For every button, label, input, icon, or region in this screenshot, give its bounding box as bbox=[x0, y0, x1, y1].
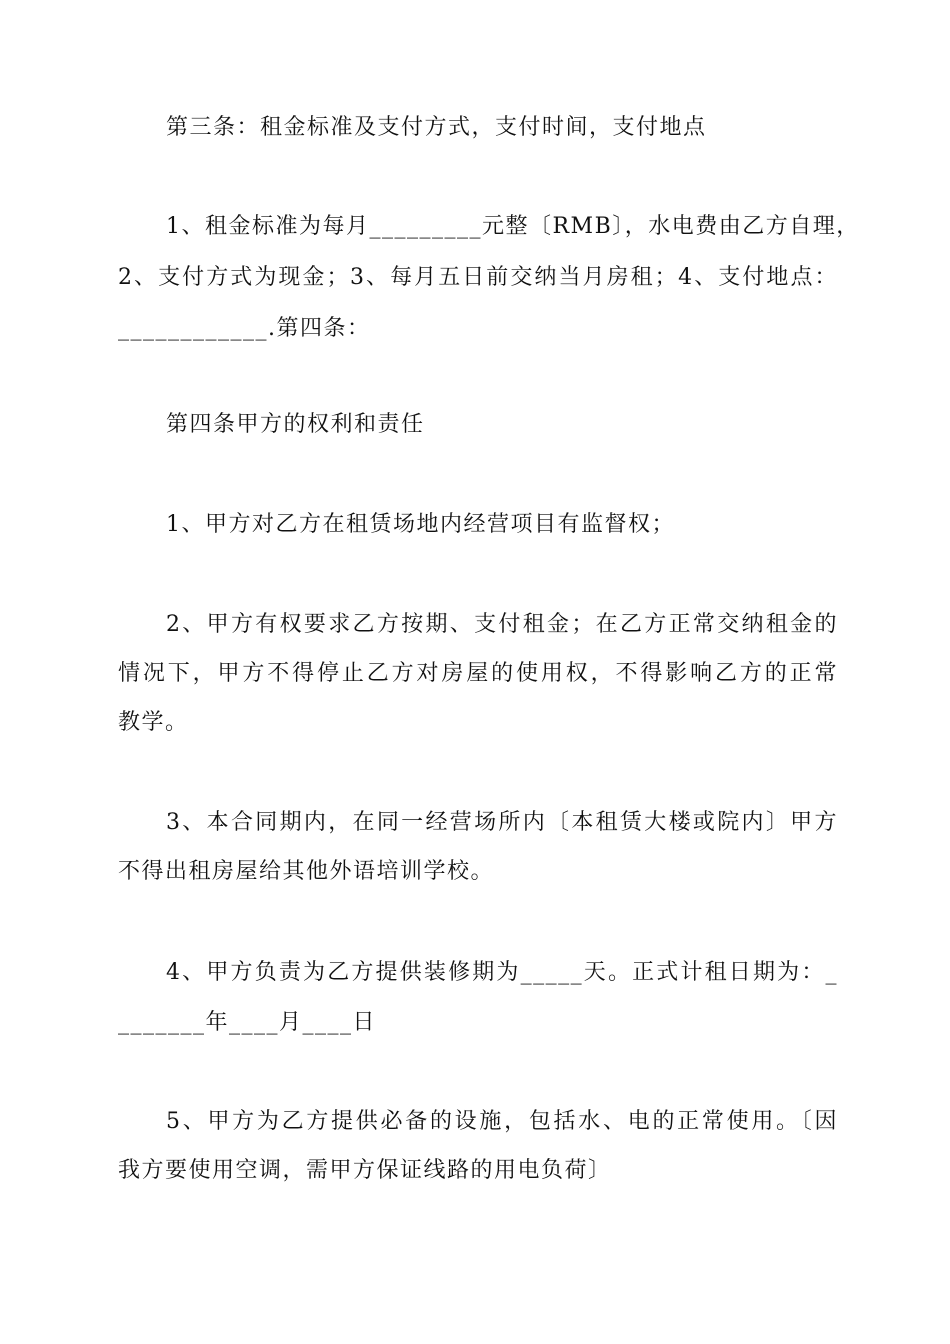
article4-item2-line1: 2、甲方有权要求乙方按期、支付租金；在乙方正常交纳租金的 bbox=[166, 612, 838, 637]
article4-item4-line1: 4、甲方负责为乙方提供装修期为_____天。正式计租日期为：_ bbox=[166, 960, 838, 985]
article4-item5-line2: 我方要使用空调，需甲方保证线路的用电负荷〕 bbox=[118, 1158, 612, 1183]
article3-payment-place-line: ____________.第四条： bbox=[118, 316, 371, 341]
article3-payment-line: 2、支付方式为现金；3、每月五日前交纳当月房租；4、支付地点： bbox=[118, 265, 838, 290]
article4-item3-line2: 不得出租房屋给其他外语培训学校。 bbox=[118, 859, 495, 884]
article4-item1: 1、甲方对乙方在租赁场地内经营项目有监督权； bbox=[166, 512, 675, 537]
article4-heading: 第四条甲方的权利和责任 bbox=[166, 412, 425, 437]
article4-item4-line2: _______年____月____日 bbox=[118, 1010, 377, 1035]
article4-item2-line2: 情况下，甲方不得停止乙方对房屋的使用权，不得影响乙方的正常 bbox=[118, 661, 838, 686]
article4-item5-line1: 5、甲方为乙方提供必备的设施，包括水、电的正常使用。〔因 bbox=[166, 1109, 838, 1134]
article4-item3-line1: 3、本合同期内，在同一经营场所内〔本租赁大楼或院内〕甲方 bbox=[166, 810, 838, 835]
article3-rent-standard-line: 1、租金标准为每月_________元整〔RMB〕，水电费由乙方自理， bbox=[166, 214, 860, 239]
article4-item2-line3: 教学。 bbox=[118, 710, 189, 735]
article3-heading: 第三条：租金标准及支付方式，支付时间，支付地点 bbox=[166, 115, 707, 140]
